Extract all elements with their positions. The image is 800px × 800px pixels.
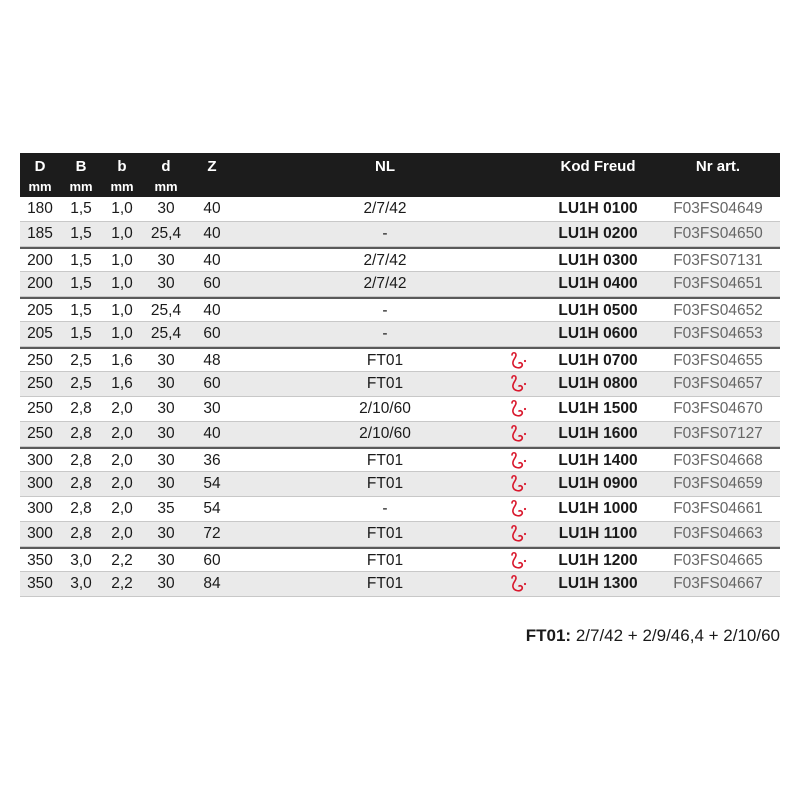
cell-b: 1,5 (70, 325, 92, 342)
cell-art: F03FS04655 (673, 352, 763, 369)
cell-kod: LU1H 0300 (558, 252, 638, 269)
cell-z: 60 (203, 325, 221, 342)
hook-icon (508, 474, 530, 494)
hook-icon (508, 374, 530, 394)
cell-z: 30 (203, 400, 221, 417)
cell-art: F03FS04652 (673, 302, 763, 319)
cell-d: 30 (157, 375, 175, 392)
cell-b: 2,2 (111, 575, 133, 592)
cell-b: 3,0 (70, 575, 92, 592)
cell-b: 2,0 (111, 400, 133, 417)
footnote-label: FT01: (525, 626, 572, 645)
cell-kod: LU1H 0400 (558, 275, 638, 292)
footnote (526, 626, 780, 646)
cell-nl: FT01 (366, 552, 404, 569)
table-row (20, 497, 780, 522)
hook-icon (508, 451, 530, 471)
cell-kod: LU1H 1400 (558, 452, 638, 469)
cell-d: 200 (27, 252, 53, 269)
cell-art: F03FS04659 (673, 475, 763, 492)
cell-z: 40 (203, 425, 221, 442)
table-row (20, 522, 780, 547)
header-b: b (117, 158, 127, 175)
cell-b: 2,8 (70, 525, 92, 542)
hook-icon (508, 399, 530, 419)
footnote-text: 2/7/42 + 2/9/46,4 + 2/10/60 (571, 626, 780, 645)
cell-kod: LU1H 0200 (558, 225, 638, 242)
cell-d: 200 (27, 275, 53, 292)
cell-nl: FT01 (366, 352, 404, 369)
cell-nl: 2/7/42 (363, 252, 407, 269)
cell-d: 25,4 (150, 325, 182, 342)
cell-b: 1,0 (111, 325, 133, 342)
cell-nl: - (382, 500, 388, 517)
cell-nl: - (382, 302, 388, 319)
header-unit: mm (110, 179, 134, 194)
cell-nl: FT01 (366, 452, 404, 469)
hook-icon (508, 499, 530, 519)
cell-art: F03FS04661 (673, 500, 763, 517)
cell-nl: FT01 (366, 475, 404, 492)
table-row (20, 347, 780, 372)
cell-d: 250 (27, 425, 53, 442)
table-row (20, 197, 780, 222)
cell-kod: LU1H 1600 (558, 425, 638, 442)
cell-d: 30 (157, 425, 175, 442)
header-d: d (161, 158, 171, 175)
cell-z: 60 (203, 552, 221, 569)
cell-b: 1,0 (111, 200, 133, 217)
cell-b: 2,0 (111, 452, 133, 469)
cell-nl: 2/7/42 (363, 275, 407, 292)
cell-d: 300 (27, 525, 53, 542)
header-b: B (75, 158, 87, 175)
cell-d: 30 (157, 575, 175, 592)
table-row (20, 247, 780, 272)
cell-z: 72 (203, 525, 221, 542)
cell-d: 250 (27, 400, 53, 417)
product-table (20, 153, 780, 597)
header-d: D (34, 158, 46, 175)
header-nl: NL (375, 158, 395, 175)
table-body (20, 197, 780, 597)
header-unit: mm (69, 179, 93, 194)
cell-nl: FT01 (366, 525, 404, 542)
cell-b: 2,5 (70, 352, 92, 369)
cell-b: 2,8 (70, 500, 92, 517)
cell-nl: FT01 (366, 375, 404, 392)
hook-icon (508, 551, 530, 571)
cell-art: F03FS04650 (673, 225, 763, 242)
cell-b: 1,5 (70, 252, 92, 269)
cell-d: 30 (157, 475, 175, 492)
cell-d: 350 (27, 552, 53, 569)
cell-d: 30 (157, 452, 175, 469)
hook-icon (508, 351, 530, 371)
table-row (20, 472, 780, 497)
cell-kod: LU1H 0100 (558, 200, 638, 217)
cell-d: 30 (157, 525, 175, 542)
cell-b: 1,5 (70, 200, 92, 217)
header-unit: mm (28, 179, 52, 194)
cell-d: 30 (157, 352, 175, 369)
cell-art: F03FS07127 (673, 425, 763, 442)
table-header (20, 153, 780, 197)
hook-icon (508, 524, 530, 544)
table-row (20, 222, 780, 247)
cell-z: 40 (203, 302, 221, 319)
cell-b: 2,8 (70, 452, 92, 469)
header-z: Z (207, 158, 217, 175)
cell-b: 1,0 (111, 252, 133, 269)
cell-b: 1,6 (111, 375, 133, 392)
table-row (20, 372, 780, 397)
cell-kod: LU1H 1300 (558, 575, 638, 592)
cell-d: 300 (27, 475, 53, 492)
table-row (20, 547, 780, 572)
cell-b: 1,0 (111, 302, 133, 319)
cell-b: 1,5 (70, 302, 92, 319)
cell-z: 54 (203, 475, 221, 492)
cell-nl: - (382, 325, 388, 342)
cell-art: F03FS04649 (673, 200, 763, 217)
cell-art: F03FS04653 (673, 325, 763, 342)
table-row (20, 422, 780, 447)
cell-z: 84 (203, 575, 221, 592)
cell-art: F03FS04651 (673, 275, 763, 292)
cell-nl: - (382, 225, 388, 242)
cell-d: 300 (27, 452, 53, 469)
cell-b: 2,2 (111, 552, 133, 569)
cell-d: 35 (157, 500, 175, 517)
cell-d: 300 (27, 500, 53, 517)
cell-art: F03FS07131 (673, 252, 763, 269)
cell-z: 40 (203, 200, 221, 217)
cell-d: 25,4 (150, 225, 182, 242)
cell-art: F03FS04663 (673, 525, 763, 542)
cell-kod: LU1H 0800 (558, 375, 638, 392)
cell-kod: LU1H 1200 (558, 552, 638, 569)
header-kod: Kod Freud (560, 158, 636, 175)
table-row (20, 322, 780, 347)
table-row (20, 572, 780, 597)
cell-nl: 2/10/60 (359, 400, 411, 417)
cell-d: 30 (157, 252, 175, 269)
cell-art: F03FS04665 (673, 552, 763, 569)
cell-b: 2,8 (70, 475, 92, 492)
cell-z: 48 (203, 352, 221, 369)
cell-art: F03FS04670 (673, 400, 763, 417)
cell-d: 25,4 (150, 302, 182, 319)
cell-nl: 2/7/42 (363, 200, 407, 217)
hook-icon (508, 424, 530, 444)
cell-b: 2,0 (111, 425, 133, 442)
cell-b: 1,0 (111, 275, 133, 292)
cell-d: 185 (27, 225, 53, 242)
table-row (20, 397, 780, 422)
header-art: Nr art. (695, 158, 741, 175)
cell-art: F03FS04668 (673, 452, 763, 469)
cell-b: 2,0 (111, 500, 133, 517)
cell-d: 30 (157, 275, 175, 292)
cell-kod: LU1H 0900 (558, 475, 638, 492)
cell-d: 180 (27, 200, 53, 217)
cell-b: 1,6 (111, 352, 133, 369)
cell-d: 30 (157, 200, 175, 217)
cell-z: 40 (203, 225, 221, 242)
cell-z: 54 (203, 500, 221, 517)
cell-b: 1,0 (111, 225, 133, 242)
cell-z: 36 (203, 452, 221, 469)
cell-b: 2,5 (70, 375, 92, 392)
cell-kod: LU1H 1100 (558, 525, 638, 542)
cell-nl: 2/10/60 (359, 425, 411, 442)
cell-kod: LU1H 0500 (558, 302, 638, 319)
cell-kod: LU1H 0700 (558, 352, 638, 369)
cell-b: 2,0 (111, 475, 133, 492)
table-row (20, 297, 780, 322)
header-unit: mm (154, 179, 178, 194)
cell-b: 2,0 (111, 525, 133, 542)
table-row (20, 447, 780, 472)
cell-kod: LU1H 1500 (558, 400, 638, 417)
cell-z: 40 (203, 252, 221, 269)
cell-z: 60 (203, 375, 221, 392)
cell-d: 205 (27, 325, 53, 342)
cell-d: 205 (27, 302, 53, 319)
cell-kod: LU1H 1000 (558, 500, 638, 517)
table-row (20, 272, 780, 297)
cell-nl: FT01 (366, 575, 404, 592)
cell-art: F03FS04667 (673, 575, 763, 592)
cell-art: F03FS04657 (673, 375, 763, 392)
cell-d: 250 (27, 375, 53, 392)
cell-b: 3,0 (70, 552, 92, 569)
cell-d: 250 (27, 352, 53, 369)
cell-b: 1,5 (70, 275, 92, 292)
cell-kod: LU1H 0600 (558, 325, 638, 342)
cell-b: 1,5 (70, 225, 92, 242)
cell-b: 2,8 (70, 400, 92, 417)
cell-z: 60 (203, 275, 221, 292)
cell-d: 350 (27, 575, 53, 592)
cell-d: 30 (157, 552, 175, 569)
hook-icon (508, 574, 530, 594)
cell-d: 30 (157, 400, 175, 417)
cell-b: 2,8 (70, 425, 92, 442)
